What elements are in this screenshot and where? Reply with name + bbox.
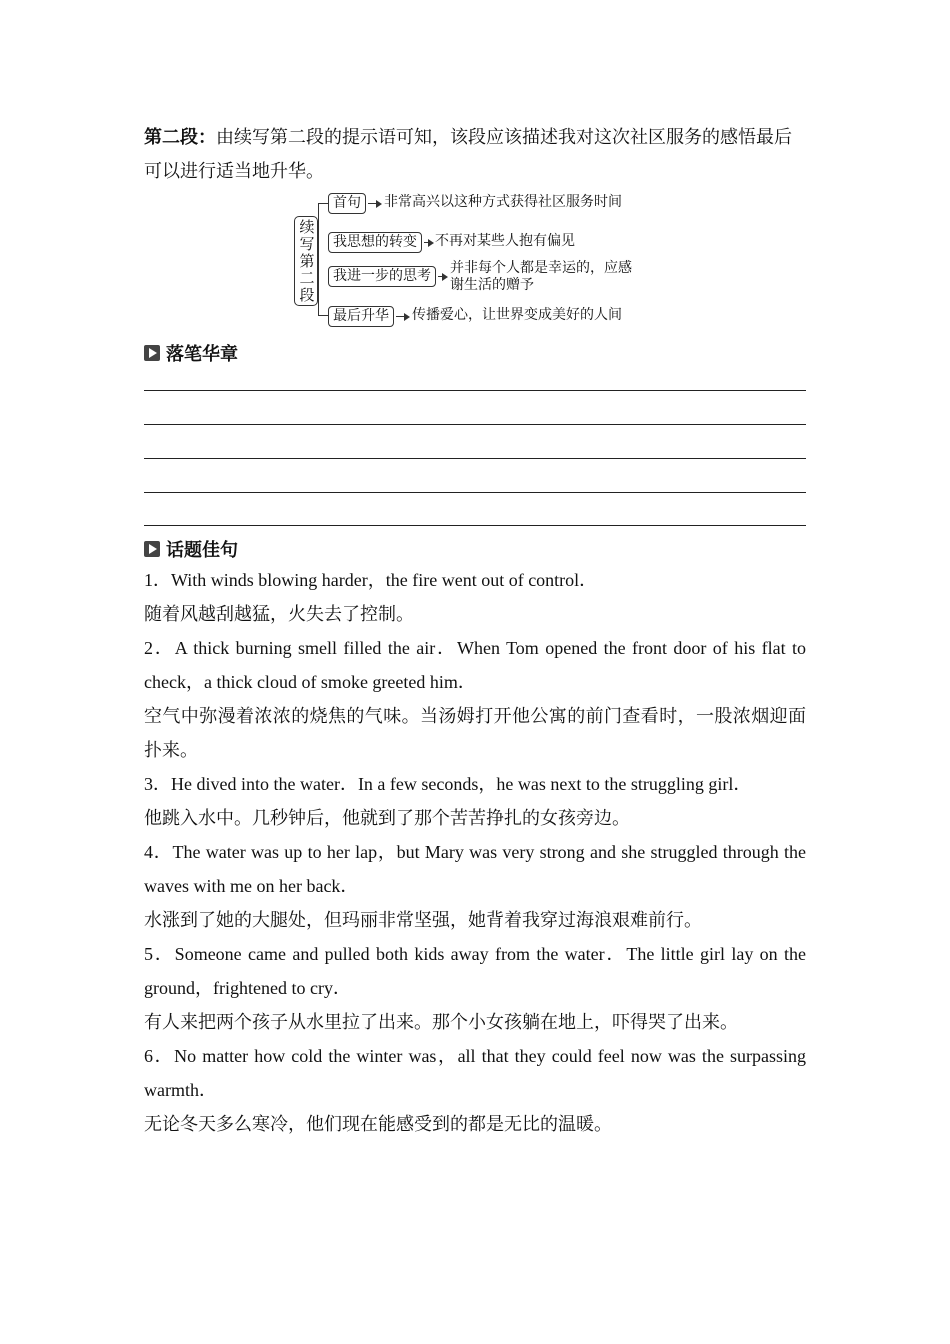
diagram-node-thought-change: 我思想的转变: [328, 232, 422, 253]
diagram-desc-further-thinking-1: 并非每个人都是幸运的，应感: [450, 261, 632, 276]
phrase-chinese: 有人来把两个孩子从水里拉了出来。那个小女孩躺在地上，吓得哭了出来。: [144, 1012, 738, 1032]
phrase-chinese: 他跳入水中。几秒钟后，他就到了那个苦苦挣扎的女孩旁边。: [144, 808, 630, 828]
phrase-chinese: 随着风越刮越猛，火失去了控制。: [144, 604, 414, 624]
arrow-icon: [396, 316, 408, 317]
play-icon: [144, 541, 160, 557]
phrase-english: 1．With winds blowing harder，the fire went out of control．: [144, 570, 598, 590]
phrase-english: 5．Someone came and pulled both kids away from the water．The little girl lay on the ground，frightened to cry．: [144, 944, 806, 998]
diagram-desc-sublimation: 传播爱心，让世界变成美好的人间: [412, 308, 622, 323]
diagram-desc-thought-change: 不再对某些人抱有偏见: [435, 234, 575, 249]
phrase-english: 3．He dived into the water．In a few seconds，he was next to the struggling girl．: [144, 774, 752, 794]
section-title-writing: 落笔华章: [166, 344, 238, 365]
section-heading-phrases: [144, 536, 238, 562]
diagram-node-further-thinking: 我进一步的思考: [328, 266, 436, 287]
writing-line[interactable]: [144, 424, 806, 425]
arrow-icon: [424, 242, 432, 243]
phrase-chinese: 水涨到了她的大腿处，但玛丽非常坚强，她背着我穿过海浪艰难前行。: [144, 910, 702, 930]
intro-paragraph: [144, 120, 806, 188]
diagram-node-sublimation: 最后升华: [328, 306, 394, 327]
play-icon: [144, 345, 160, 361]
writing-line[interactable]: [144, 458, 806, 459]
phrase-chinese: 空气中弥漫着浓浓的烧焦的气味。当汤姆打开他公寓的前门查看时，一股浓烟迎面扑来。: [144, 706, 806, 760]
phrase-list: [144, 563, 806, 1141]
diagram-title: 续写第二段: [294, 216, 318, 306]
writing-line[interactable]: [144, 390, 806, 391]
outline-diagram: [290, 190, 670, 330]
arrow-icon: [438, 276, 446, 277]
arrow-icon: [368, 203, 380, 204]
phrase-english: 2．A thick burning smell filled the air．When Tom opened the front door of his flat to check，a thick cloud of smoke greeted him．: [144, 638, 806, 692]
phrase-chinese: 无论冬天多么寒冷，他们现在能感受到的都是无比的温暖。: [144, 1114, 612, 1134]
intro-text: 由续写第二段的提示语可知，该段应该描述我对这次社区服务的感悟最后可以进行适当地升华。: [144, 127, 792, 181]
section-heading-writing: [144, 340, 238, 366]
intro-label: 第二段：: [144, 127, 216, 147]
diagram-node-first-sentence: 首句: [328, 193, 366, 214]
section-title-phrases: 话题佳句: [166, 540, 238, 561]
phrase-english: 4．The water was up to her lap，but Mary was very strong and she struggled through the waves with me on her back．: [144, 842, 806, 896]
diagram-bracket: [318, 203, 329, 316]
phrase-english: 6．No matter how cold the winter was，all that they could feel now was the surpassing warmth．: [144, 1046, 806, 1100]
diagram-desc-first-sentence: 非常高兴以这种方式获得社区服务时间: [384, 195, 622, 210]
writing-line[interactable]: [144, 525, 806, 526]
diagram-desc-further-thinking-2: 谢生活的赠予: [450, 278, 534, 293]
writing-line[interactable]: [144, 492, 806, 493]
